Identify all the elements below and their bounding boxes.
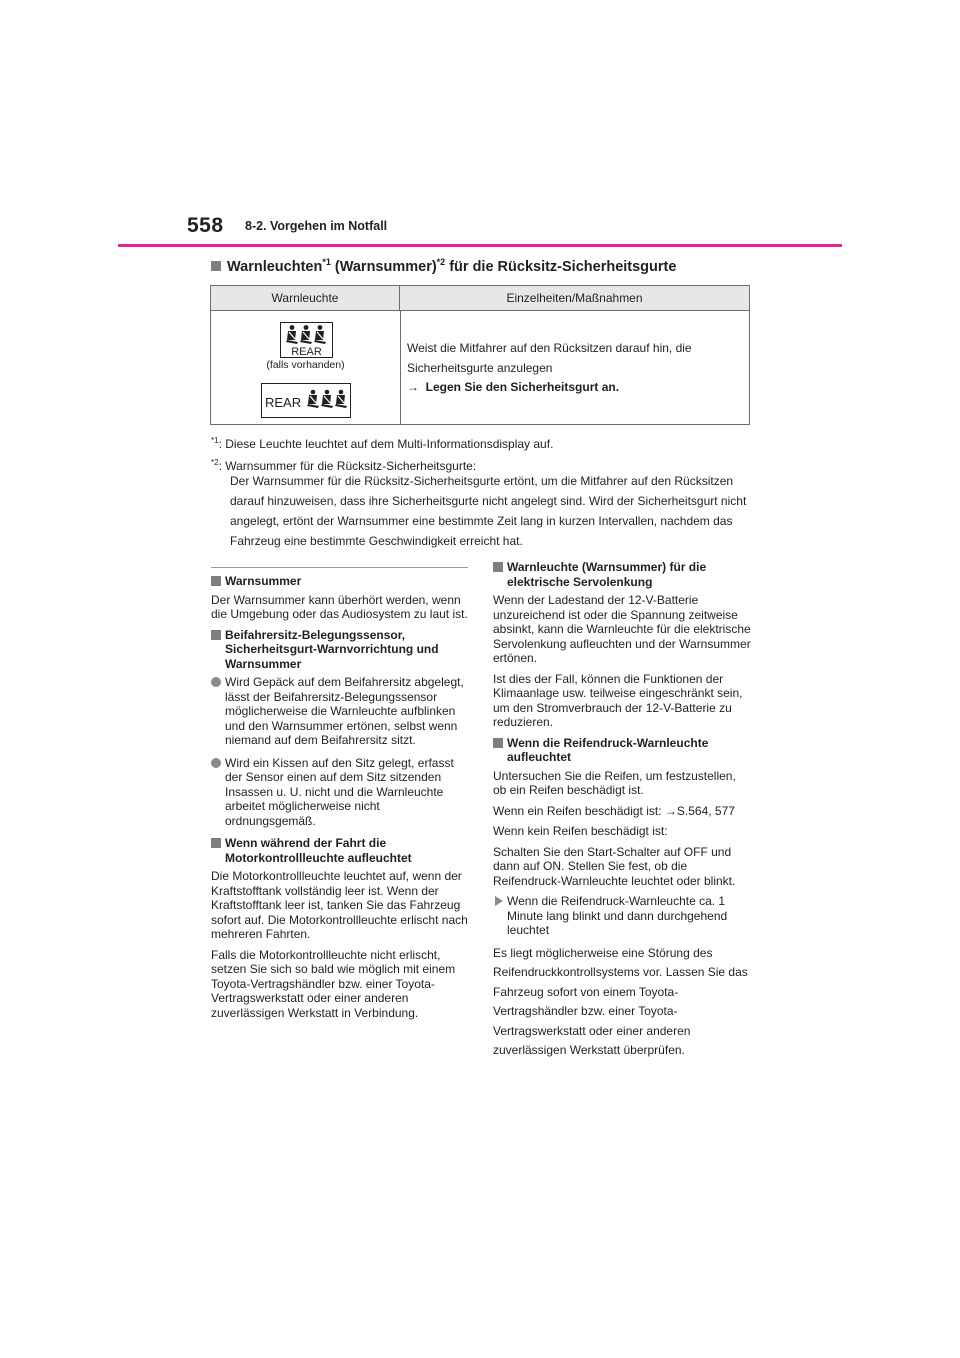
footnote-text-2: : Warnsummer für die Rücksitz-Sicherheitsgurte: (218, 459, 477, 473)
left-column (211, 574, 469, 1026)
warning-table (210, 285, 750, 425)
paragraph-stoerung: Es liegt möglicherweise eine Störung des Reifendruckkontrollsystems vor. Lassen Sie das Fahrzeug sofort von einem Toyota-Vertragshändler bzw. einer Toyota-Vertragswerkstatt oder einer anderen zuverlässigen Werkstatt überprüfen. (493, 945, 748, 1057)
seatbelt-icon-row (281, 323, 332, 357)
rear-seatbelt-warning-icon-inline (261, 383, 351, 418)
section-heading (211, 259, 676, 275)
paragraph-motorkontrolle-1: Die Motorkontrollleuchte leuchtet auf, wenn der Kraftstofftank vollständig leer ist. Wenn der Kraftstofftank leer ist, tanken Sie das Fahrzeug sofort auf. Die Motorkontrollleuchte erlischt nach mehreren Fahrten. (211, 869, 468, 941)
table-divider (400, 311, 401, 424)
paragraph-servolenkung-1: Wenn der Ladestand der 12-V-Batterie unzureichend ist oder die Spannung zeitweise absinkt, kann die Warnleuchte für die elektrische Servolenkung aufleuchten und der Warnsummer ertönen. (493, 593, 751, 665)
paragraph-kein-reifen: Wenn kein Reifen beschädigt ist: (493, 824, 668, 838)
footnote-text-1: : Diese Leuchte leuchtet auf dem Multi-Informationsdisplay auf. (218, 437, 554, 451)
square-bullet-icon (211, 261, 221, 271)
paragraph-warnsummer: Der Warnsummer kann überhört werden, wenn die Umgebung oder das Audiosystem zu laut ist. (211, 592, 468, 621)
heading-part-b: (Warnsummer) (330, 259, 437, 275)
footnote-2-body: Der Warnsummer für die Rücksitz-Sicherheitsgurte ertönt, um die Mitfahrer auf den Rücksitzen darauf hinzuweisen, dass ihre Sicherheitsgurte nicht angelegt sind. Wird der Sicherheitsgurt nicht angelegt, ertönt der Warnsummer eine bestimmte Zeit lang in kurzen Intervallen, nachdem das Fahrzeug eine bestimmte Geschwindigkeit erreicht hat. (230, 474, 747, 548)
paragraph-motorkontrolle-2: Falls die Motorkontrollleuchte nicht erlischt, setzen Sie sich so bald wie möglich mit einem Toyota-Vertragshändler bzw. einer Toyota-Vertragswerkstatt oder einer anderen zuverlässigen Werkstatt in Verbindung. (211, 947, 456, 1020)
bullet-kissen: Wird ein Kissen auf den Sitz gelegt, erfasst der Sensor einen auf dem Sitz sitzenden Insassen u. U. nicht und die Warnleuchte arbeitet möglicherweise nicht ordnungsgemäß. (211, 756, 469, 829)
table-header-warnleuchte: Warnleuchte (211, 286, 400, 311)
paragraph-reifen-beschaedigt: Wenn ein Reifen beschädigt ist: →S.564, 577 (493, 803, 735, 818)
heading-reifendruck: Wenn die Reifendruck-Warnleuchte aufleuchtet (493, 736, 751, 765)
heading-servolenkung: Warnleuchte (Warnsummer) für die elektrische Servolenkung (493, 560, 751, 589)
column-divider-rule (211, 567, 468, 568)
heading-warnsummer: Warnsummer (211, 574, 469, 589)
action-text: Legen Sie den Sicherheitsgurt an. (425, 380, 620, 394)
page-number: 558 (187, 214, 224, 237)
rear-seatbelt-warning-icon-stacked (280, 322, 333, 358)
footnote-mark-1: *1 (211, 436, 219, 445)
heading-beifahrersitz-sensor: Beifahrersitz-Belegungssensor, Sicherheitsgurt-Warnvorrichtung und Warnsummer (211, 628, 469, 672)
paragraph-start-schalter: Schalten Sie den Start-Schalter auf OFF und dann auf ON. Stellen Sie fest, ob die Reifendruck-Warnleuchte leuchtet oder blinkt. (493, 844, 736, 888)
right-column (493, 560, 751, 1061)
paragraph-reifen-untersuchen: Untersuchen Sie die Reifen, um festzustellen, ob ein Reifen beschädigt ist. (493, 768, 736, 797)
footnote-mark-2: *2 (211, 458, 219, 467)
paragraph-servolenkung-2: Ist dies der Fall, können die Funktionen der Klimaanlage usw. teilweise eingeschränkt sein, um den Stromverbrauch der 12-V-Batterie zu reduzieren. (493, 671, 743, 729)
chapter-title: 8-2. Vorgehen im Notfall (245, 219, 388, 233)
seatbelt-icon-inline (262, 384, 350, 417)
heading-part-c: für die Rücksitz-Sicherheitsgurte (445, 259, 677, 275)
table-details-text: Weist die Mitfahrer auf den Rücksitzen darauf hin, die Sicherheitsgurte anzulegen (407, 341, 692, 375)
table-header-details: Einzelheiten/Maßnahmen (400, 286, 749, 311)
table-action (407, 380, 619, 394)
bullet-gepaeck: Wird Gepäck auf dem Beifahrersitz abgelegt, lässt der Beifahrersitz-Belegungssensor möglicherweise die Warnleuchte aufblinken und den Warnsummer ertönen, selbst wenn niemand auf dem Beifahrersitz sitzt. (211, 675, 469, 748)
footnote-1 (211, 431, 553, 454)
rear-label-inline: REAR (265, 395, 302, 410)
arrow-icon: → (407, 380, 419, 394)
header-rule (118, 244, 842, 247)
rear-label: REAR (291, 346, 322, 357)
footnote-ref-1: *1 (322, 257, 331, 268)
heading-motorkontrollleuchte: Wenn während der Fahrt die Motorkontrollleuchte aufleuchtet (211, 836, 469, 865)
heading-part-a: Warnleuchten (227, 259, 323, 275)
triangle-item-blinkt: Wenn die Reifendruck-Warnleuchte ca. 1 Minute lang blinkt und dann durchgehend leuchtet (493, 894, 751, 938)
if-available-note: (falls vorhanden) (266, 359, 345, 371)
footnote-ref-2: *2 (436, 257, 446, 268)
